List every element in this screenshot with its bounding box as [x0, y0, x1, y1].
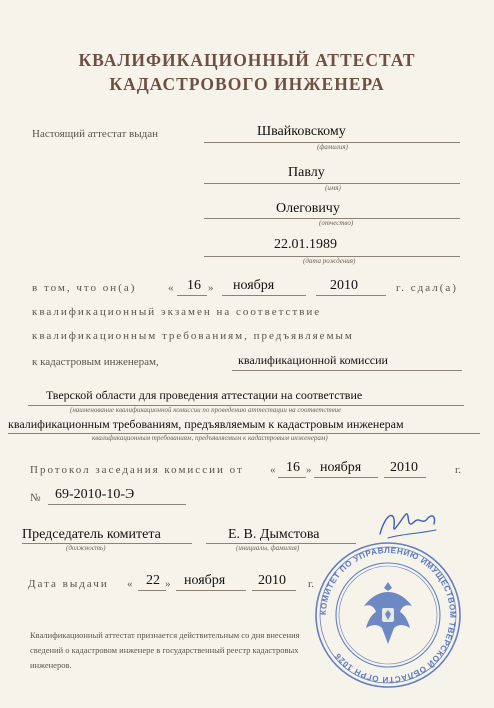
- protocol-month: ноября: [320, 460, 362, 475]
- exam-line-4-prefix: к кадастровым инженерам,: [32, 356, 159, 368]
- title-line-1: КВАЛИФИКАЦИОННЫЙ АТТЕСТАТ: [78, 50, 416, 70]
- surname-value: Швайковскому: [257, 124, 346, 139]
- official-stamp: [308, 540, 468, 690]
- issue-date-suffix: г.: [308, 578, 315, 590]
- issue-date-quote-open: «: [127, 578, 133, 590]
- issue-date-quote-close: »: [165, 578, 171, 590]
- eagle-emblem-icon: [364, 582, 412, 644]
- issue-date-label: Дата выдачи: [28, 578, 109, 590]
- issue-date-year-line: [252, 590, 296, 591]
- protocol-suffix: г.: [455, 464, 462, 476]
- protocol-number-value: 69-2010-10-Э: [55, 487, 135, 502]
- footer-line-2: сведений о кадастровом инженере в государственный реестр кадастровых: [30, 645, 299, 655]
- stamp-text: КОМИТЕТ ПО УПРАВЛЕНИЮ ИМУЩЕСТВОМ ТВЕРСКОЙ ОБЛАСТИ ОГРН 1026: [318, 545, 458, 685]
- first-name-value: Павлу: [288, 165, 325, 180]
- title-line-2: КАДАСТРОВОГО ИНЖЕНЕРА: [109, 74, 385, 94]
- issue-date-month-line: [176, 590, 246, 591]
- protocol-number-label: №: [30, 492, 41, 504]
- exam-day: 16: [187, 278, 201, 293]
- surname-hint: (фамилия): [317, 143, 348, 151]
- exam-line-2: квалификационный экзамен на соответствие: [32, 306, 322, 318]
- commission-line-1: Тверской области для проведения аттестации на соответствие: [46, 388, 363, 402]
- protocol-quote-close: »: [306, 464, 312, 476]
- issued-to-label: Настоящий аттестат выдан: [32, 128, 159, 140]
- footer-line-3: инженеров.: [30, 660, 72, 670]
- issue-date-day-line: [138, 590, 166, 591]
- commission-hint-1: (наименование квалификационной комиссии по проведению аттестации на соответствие: [70, 406, 342, 414]
- issue-date-year: 2010: [258, 573, 286, 588]
- chairman-position: Председатель комитета: [22, 527, 161, 542]
- exam-year-line: [316, 295, 386, 296]
- commission-hint-2: квалификационным требованиям, предъявляемым к кадастровым инженерам): [92, 434, 328, 442]
- exam-prefix: в том, что он(а): [32, 282, 137, 294]
- protocol-label: Протокол заседания комиссии от: [30, 464, 244, 476]
- patronymic-hint: (отчество): [319, 219, 354, 227]
- birth-date-hint: (дата рождения): [303, 257, 356, 265]
- exam-suffix: г. сдал(а): [396, 282, 458, 294]
- protocol-quote-open: «: [270, 464, 276, 476]
- issue-date-month: ноября: [184, 573, 226, 588]
- issue-date-day: 22: [146, 573, 160, 588]
- exam-line-3: квалификационным требованиям, предъявляемым: [32, 330, 354, 342]
- exam-quote-open: «: [168, 282, 174, 294]
- protocol-day-line: [278, 477, 306, 478]
- commission-line-2: квалификационным требованиям, предъявляемым к кадастровым инженерам: [8, 417, 404, 431]
- first-name-hint: (имя): [325, 184, 341, 192]
- protocol-number-line: [48, 504, 186, 505]
- exam-quote-close: »: [208, 282, 214, 294]
- chairman-position-line: [22, 543, 192, 544]
- protocol-year: 2010: [390, 460, 418, 475]
- protocol-year-line: [384, 477, 426, 478]
- chairman-name: Е. В. Дымстова: [228, 527, 320, 542]
- exam-day-line: [177, 295, 207, 296]
- footer-line-1: Квалификационный аттестат признается действительным со дня внесения: [30, 630, 300, 640]
- chairman-position-hint: (должность): [66, 544, 106, 552]
- exam-year: 2010: [330, 278, 358, 293]
- protocol-day: 16: [286, 460, 300, 475]
- exam-line-4-line: [232, 370, 462, 371]
- protocol-month-line: [314, 477, 378, 478]
- chairman-name-hint: (инициалы, фамилия): [236, 544, 300, 552]
- exam-month-line: [222, 295, 306, 296]
- exam-line-4-value: квалификационной комиссии: [238, 353, 388, 367]
- birth-date-value: 22.01.1989: [274, 237, 337, 252]
- exam-month: ноября: [233, 278, 275, 293]
- patronymic-value: Олеговичу: [276, 201, 340, 216]
